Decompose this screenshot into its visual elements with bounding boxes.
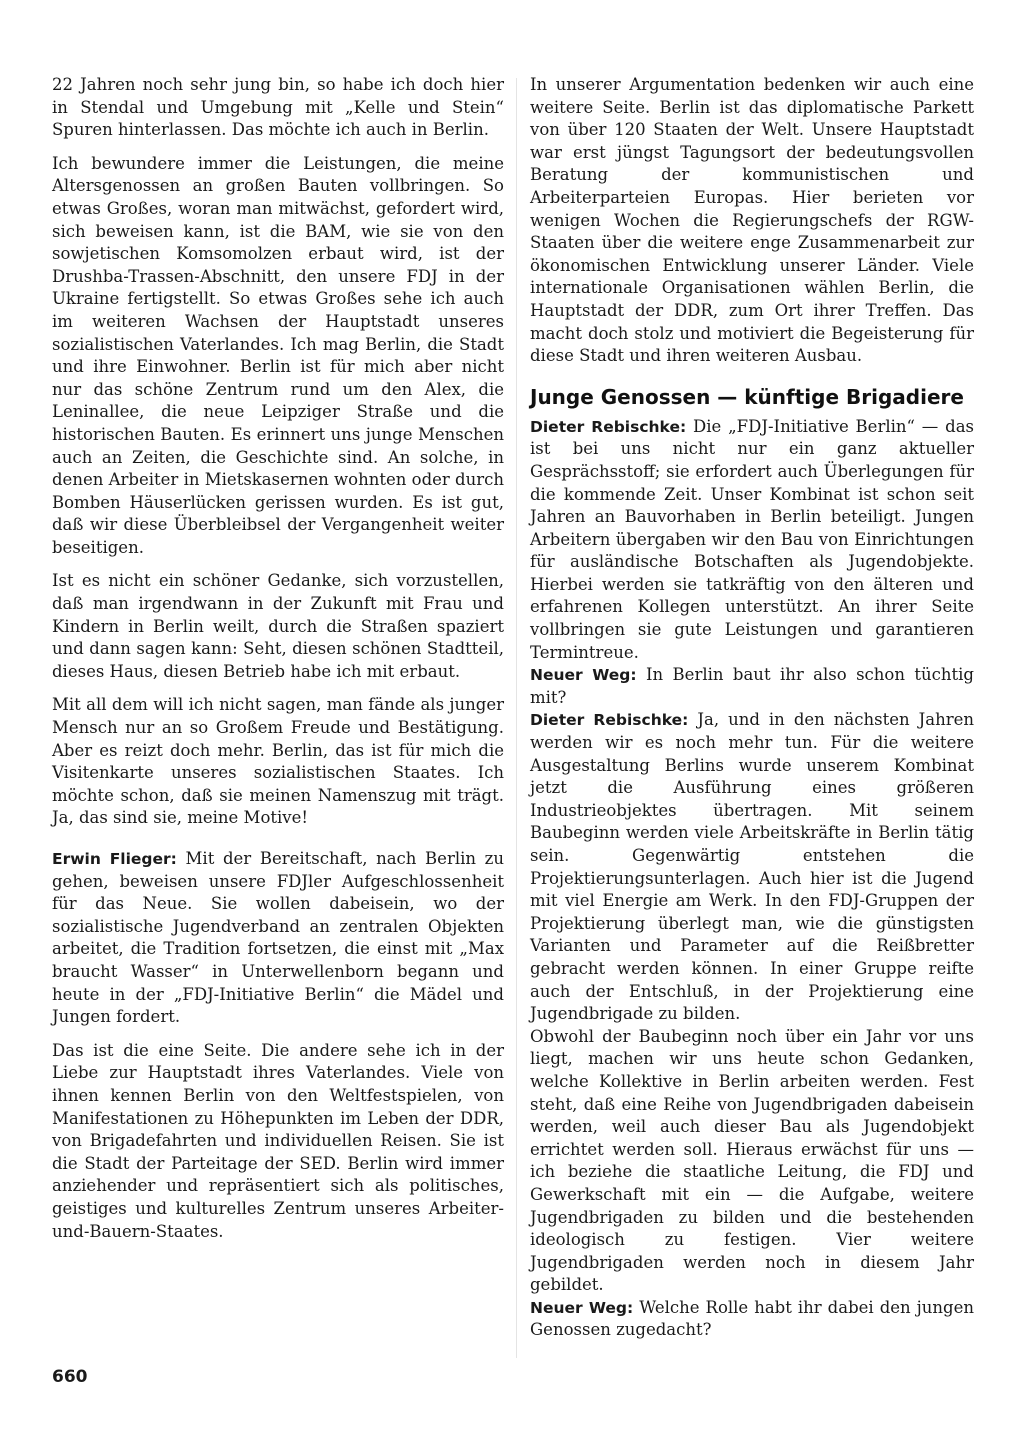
speaker-paragraph: [530, 416, 974, 665]
paragraph: Mit all dem will ich nicht sagen, man fände als junger Mensch nur an so Großem Freude und Bestätigung. Aber es reizt doch mehr. Berlin, das ist für mich die Visitenkarte unseres sozialistischen Staates. Ich möchte schon, daß sie meinen Namenszug mit trägt. Ja, das sind sie, meine Motive!: [52, 695, 504, 828]
column-divider: [516, 78, 517, 1358]
speaker-name: Neuer Weg:: [530, 666, 637, 685]
speaker-name: Neuer Weg:: [530, 1298, 634, 1317]
speaker-text: Die „FDJ-Initiative Berlin“ — das ist bei uns nicht nur ein ganz aktueller Gesprächsstoff; sie erfordert auch Überlegungen für die kommende Zeit. Unser Kombinat ist schon seit Jahren an Bauvorhaben in Berlin beteiligt. Jungen Arbeitern übergaben wir den Bau von Einrichtungen für ausländische Botschaften als Jugendobjekte. Hierbei werden sie tatkräftig von den älteren und erfahrenen Kollegen unterstützt. An ihrer Seite vollbringen sie gute Leistungen und garantieren Termintreue.: [530, 416, 974, 662]
paragraph: 22 Jahren noch sehr jung bin, so habe ich doch hier in Stendal und Umgebung mit „Kelle und Stein“ Spuren hinterlassen. Das möchte ich auch in Berlin.: [52, 75, 504, 140]
paragraph: Das ist die eine Seite. Die andere sehe ich in der Liebe zur Hauptstadt ihres Vaterlandes. Viele von ihnen kennen Berlin von den Weltfestspielen, von Manifestationen zu Höhepunkten im Leben der DDR, von Brigadefahrten und individuellen Reisen. Sie ist die Stadt der Parteitage der SED. Berlin wird immer anziehender und repräsentiert sich als politisches, geistiges und kulturelles Zentrum unseres Arbeiter-und-Bauern-Staates.: [52, 1040, 504, 1241]
page-number: 660: [52, 1367, 88, 1387]
speaker-name: Dieter Rebischke:: [530, 417, 687, 436]
speaker-paragraph: [530, 664, 974, 709]
left-column: [52, 74, 504, 1243]
speaker-paragraph: [530, 1297, 974, 1342]
speaker-text: Mit der Bereitschaft, nach Berlin zu gehen, beweisen unsere FDJler Aufgeschlossenheit für das Neue. Sie wollen dabeisein, wo der sozialistische Jugendverband an zentralen Objekten arbeitet, die Tradition fortsetzen, die einst mit „Max braucht Wasser“ in Unterwellenborn begann und heute in der „FDJ-Initiative Berlin“ die Mädel und Jungen fordert.: [52, 849, 504, 1027]
speaker-name: Erwin Flieger:: [52, 850, 177, 868]
speaker-text: Welche Rolle habt ihr dabei den jungen Genossen zugedacht?: [530, 1297, 974, 1340]
paragraph: Obwohl der Baubeginn noch über ein Jahr vor uns liegt, machen wir uns heute schon Gedanken, welche Kollektive in Berlin arbeiten werden. Fest steht, daß eine Reihe von Jugendbrigaden dabeisein werden, weil auch dieser Bau als Jugendobjekt errichtet werden soll. Hieraus erwächst für uns — ich beziehe die staatliche Leitung, die FDJ und Gewerkschaft mit ein — die Aufgabe, weitere Jugendbrigaden zu bilden und die bestehenden ideologisch zu festigen. Vier weitere Jugendbrigaden werden noch in diesem Jahr gebildet.: [530, 1026, 974, 1295]
paragraph: In unserer Argumentation bedenken wir auch eine weitere Seite. Berlin ist das diplomatische Parkett von über 120 Staaten der Welt. Unsere Hauptstadt war erst jüngst Tagungsort der bedeutungsvollen Beratung der kommunistischen und Arbeiterparteien Europas. Hier berieten vor wenigen Wochen die Regierungschefs der RGW-Staaten über die weitere enge Zusammenarbeit zur ökonomischen Entwicklung unserer Länder. Viele internationale Organisationen wählen Berlin, die Hauptstadt der DDR, zum Ort ihrer Treffen. Das macht doch stolz und motiviert die Begeisterung für diese Stadt und ihren weiteren Ausbau.: [530, 75, 974, 366]
paragraph: Ich bewundere immer die Leistungen, die meine Altersgenossen an großen Bauten vollbringen. So etwas Großes, woran man mitwächst, gefordert wird, sich beweisen kann, ist die BAM, wie sie von den sowjetischen Komsomolzen erbaut wird, ist der Drushba-Trassen-Abschnitt, den unsere FDJ in der Ukraine fertigstellt. So etwas Großes sehe ich auch im weiteren Wachsen der Hauptstadt unseres sozialistischen Vaterlandes. Ich mag Berlin, die Stadt und ihre Einwohner. Berlin ist für mich aber nicht nur das schöne Zentrum rund um den Alex, die Leninallee, die neue Leipziger Straße und die historischen Bauten. Es erinnert uns junge Menschen auch an Zeiten, die Geschichte sind. An solche, in denen Arbeiter in Mietskasernen wohnten oder durch Bomben Häuserlücken gerissen wurden. Es ist gut, daß wir diese Überbleibsel der Vergangenheit weiter beseitigen.: [52, 153, 504, 557]
speaker-paragraph: [52, 848, 504, 1029]
section-heading: Junge Genossen — künftige Brigadiere: [530, 384, 964, 409]
paragraph: Ist es nicht ein schöner Gedanke, sich vorzustellen, daß man irgendwann in der Zukunft mit Frau und Kindern in Berlin weilt, durch die Straßen spaziert und dann sagen kann: Seht, diesen schönen Stadtteil, dieses Haus, diesen Betrieb habe ich mit erbaut.: [52, 571, 504, 681]
right-column: [530, 74, 974, 1342]
speaker-paragraph: [530, 709, 974, 1025]
speaker-name: Dieter Rebischke:: [530, 711, 689, 730]
speaker-text: In Berlin baut ihr also schon tüchtig mit?: [530, 665, 974, 707]
speaker-text: Ja, und in den nächsten Jahren werden wir es noch mehr tun. Für die weitere Ausgestaltung Berlins wurde unserem Kombinat jetzt die Ausführung eines größeren Industrieobjektes übertragen. Mit seinem Baubeginn werden viele Arbeitskräfte in Berlin tätig sein. Gegenwärtig entstehen die Projektierungsunterlagen. Auch hier ist die Jugend mit viel Energie am Werk. In den FDJ-Gruppen der Projektierung überlegt man, wie die günstigsten Varianten und Parameter auf die Reißbretter gebracht werden können. In einer Gruppe reifte auch der Entschluß, in der Projektierung eine Jugendbrigade zu bilden.: [530, 710, 974, 1024]
